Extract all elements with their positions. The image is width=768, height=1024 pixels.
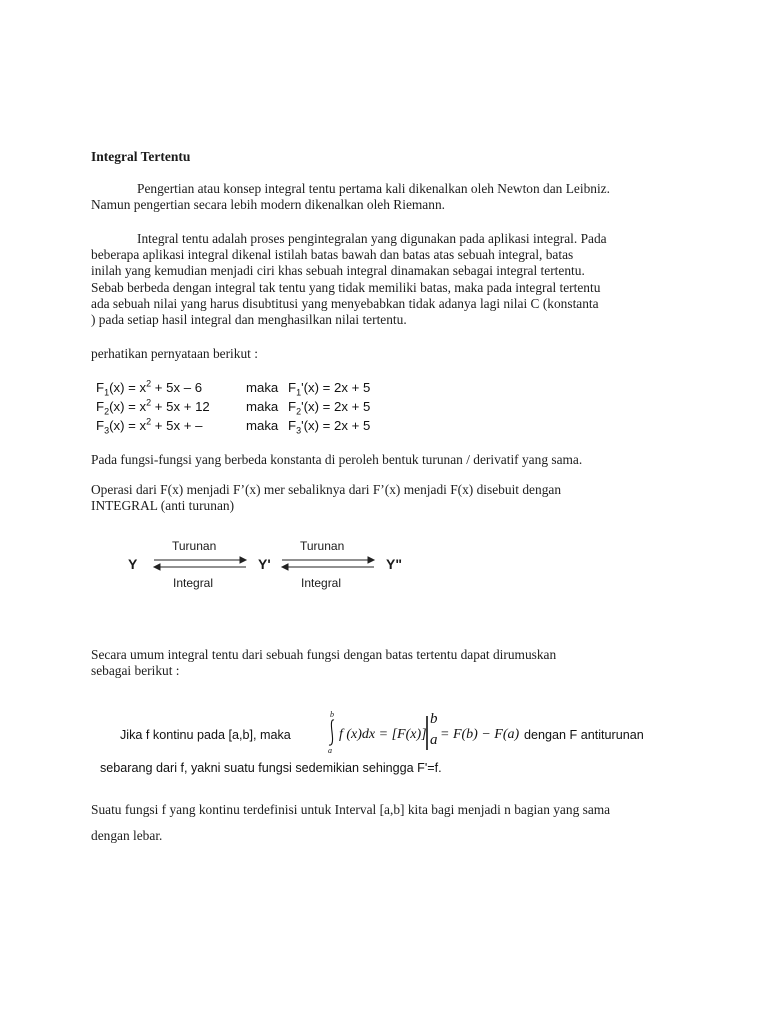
formula-prefix: Jika f kontinu pada [a,b], maka <box>120 728 291 742</box>
text-line: INTEGRAL (anti turunan) <box>91 498 235 514</box>
evaluation-upper: b <box>430 711 438 727</box>
node-y: Y <box>128 556 138 572</box>
label-integral: Integral <box>173 576 214 590</box>
text-line: ada sebuah nilai yang harus disubtitusi yang menyebabkan tidak adanya lagi nilai C (konstanta <box>91 295 599 311</box>
statement-intro: perhatikan pernyataan berikut : <box>91 346 258 361</box>
formula-condition: sebarang dari f, yakni suatu fungsi sedemikian sehingga F'=f. <box>100 761 442 775</box>
text-line: beberapa aplikasi integral dikenal istilah batas bawah dan batas atas sebuah integral, batas <box>91 247 574 263</box>
integral-upper-limit: b <box>330 710 334 719</box>
integral-lower-limit: a <box>328 746 332 755</box>
node-y-prime: Y' <box>258 556 271 572</box>
node-y-double-prime: Y" <box>386 556 402 572</box>
text-line: Sebab berbeda dengan integral tak tentu yang tidak memiliki batas, maka pada integral tertentu <box>91 279 601 295</box>
text-line: ) pada setiap hasil integral dan menghasilkan nilai tertentu. <box>91 312 407 328</box>
formula-suffix: dengan F antiturunan <box>524 728 644 742</box>
formula-integrand: f (x)dx = [F(x)] <box>339 727 427 742</box>
text-line: Secara umum integral tentu dari sebuah fungsi dengan batas tertentu dapat dirumuskan <box>91 647 557 662</box>
evaluation-lower: a <box>430 732 438 748</box>
label-turunan: Turunan <box>172 539 217 553</box>
paragraph-operation <box>91 482 561 514</box>
paragraph-intro <box>91 181 610 213</box>
text-line: inilah yang kemudian menjadi ciri khas sebuah integral dinamakan sebagai integral tertentu. <box>91 263 585 279</box>
text-line: dengan lebar. <box>91 828 163 843</box>
page-title: Integral Tertentu <box>91 149 191 164</box>
definite-integral-formula <box>93 710 673 775</box>
text-line: Integral tentu adalah proses pengintegralan yang digunakan pada aplikasi integral. Pada <box>137 231 607 246</box>
label-turunan: Turunan <box>300 539 345 553</box>
text-line: Namun pengertian secara lebih modern dikenalkan oleh Riemann. <box>91 197 445 213</box>
derivative-integral-diagram <box>120 536 420 596</box>
paragraph-partition <box>91 797 610 849</box>
integral-sign-icon <box>326 718 338 748</box>
text-line: sebagai berikut : <box>91 663 180 679</box>
text-line: Suatu fungsi f yang kontinu terdefinisi untuk Interval [a,b] kita bagi menjadi n bagian yang sama <box>91 802 611 817</box>
paragraph-definition <box>91 231 607 328</box>
label-integral: Integral <box>301 576 342 590</box>
paragraph-observation: Pada fungsi-fungsi yang berbeda konstanta di peroleh bentuk turunan / derivatif yang sama. <box>91 452 583 467</box>
paragraph-general <box>91 647 556 679</box>
text-line: Pengertian atau konsep integral tentu pertama kali dikenalkan oleh Newton dan Leibniz. <box>137 181 610 196</box>
evaluation-bar <box>426 716 429 750</box>
document-page: Integral Tertentu Pengertian atau konsep integral tentu pertama kali dikenalkan oleh Newton dan Leibniz. Namun pengertian secara lebih modern dikenalkan oleh Riemann. Integral tentu adalah proses pengintegralan yang digunakan pada aplikasi integral. Pada beberapa aplikasi integral dikenal istilah batas bawah dan batas atas sebuah integral, batas inilah yang kemudian menjadi ciri khas sebuah integral dinamakan sebagai integral tertentu. Sebab berbeda dengan integral tak tentu yang tidak memiliki batas, maka pada integral tertentu ada sebuah nilai yang harus disubtitusi yang menyebabkan tidak adanya lagi nilai C (konstanta ) pada setiap hasil integral dan menghasilkan nilai tertentu. perhatikan pernyataan berikut : $F_1(x) = x^2 + 5x - 6$ maka $F_1'(x) = 2x + 5$ $F_2(x) = x^2 + 5x + 12$ maka $F_2'(x) = 2x + 5$ $F_3(x) = x^2 + 5x$ + – maka $F_3'(x) = 2x + 5$ Pada fungsi-fungsi yang berbeda konstanta di peroleh bentuk turunan / derivatif yang sama. Operasi dari F(x) menjadi F’(x) mer sebaliknya dari F’(x) menjadi F(x) disebuit dengan INTEGRAL (anti turunan) Y Y' Y" Turunan Turunan Integral Integral Secara umum integral tentu dari sebuah fungsi dengan batas tertentu dapat dirumuskan sebagai berikut : Jika f kontinu pada [a,b], maka b a f (x)dx = [F(x)] b a = F(b) − F(a) dengan F antiturunan sebarang dari f, yakni suatu fungsi sedemikian sehingga F'=f. Suatu fungsi f yang kontinu terdefinisi untuk Interval [a,b] kita bagi menjadi n bagian yang sama dengan lebar. <box>0 0 768 1024</box>
formula-result: = F(b) − F(a) <box>440 727 520 742</box>
text-line: Operasi dari F(x) menjadi F’(x) mer sebaliknya dari F’(x) menjadi F(x) disebuit dengan <box>91 482 562 497</box>
